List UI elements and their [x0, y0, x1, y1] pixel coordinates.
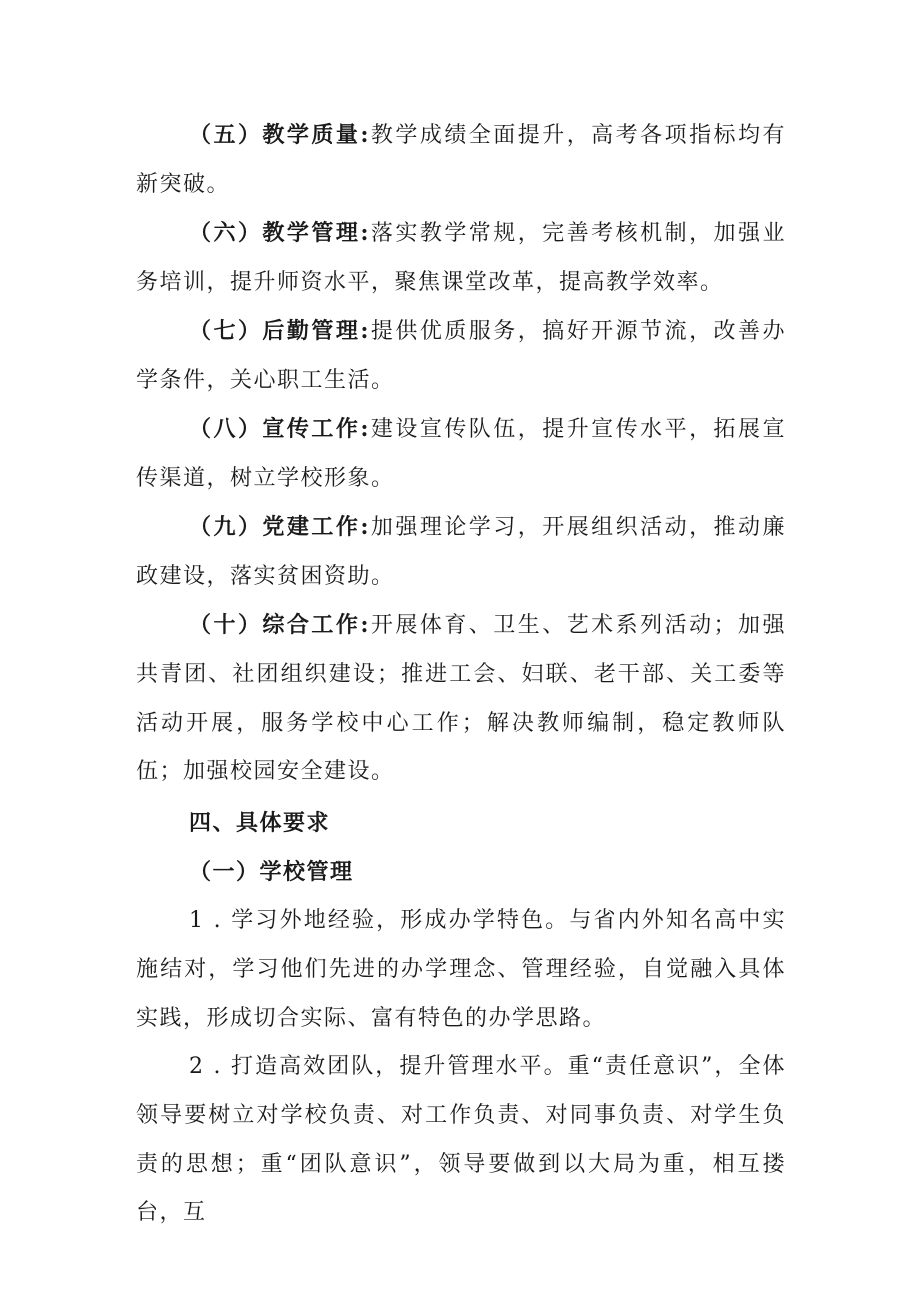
item-text: 建设宣传队伍，提升宣传水平，拓展宣传渠道，树立学校形象。 [136, 417, 786, 491]
item-text: 提供优质服务，搞好开源节流，改善办学条件，关心职工生活。 [136, 319, 786, 393]
item-label: （九）党建工作: [189, 514, 370, 540]
item-logistics-management [136, 307, 786, 406]
item-text: 教学成绩全面提升，高考各项指标均有新突破。 [136, 123, 786, 197]
section-heading: 四、具体要求 [189, 810, 331, 836]
item-text: 开展体育、卫生、艺术系列活动；加强共青团、社团组织建设；推进工会、妇联、老干部、关工委等活动开展，服务学校中心工作；解决教师编制，稳定教师队伍；加强校园安全建设。 [136, 613, 786, 785]
item-label: （五）教学质量: [189, 122, 370, 148]
paragraph-2: 2 . 打造高效团队，提升管理水平。重“责任意识”，全体领导要树立对学校负责、对工作负责、对同事负责、对学生负责的思想；重“团队意识”，领导要做到以大局为重，相互搂台，互 [136, 1054, 786, 1226]
item-party-building [136, 503, 786, 602]
item-label: （六）教学管理: [189, 220, 370, 246]
item-comprehensive-work [136, 601, 786, 797]
item-teaching-management [136, 209, 786, 308]
item-text: 加强理论学习，开展组织活动，推动廉政建设，落实贫困资助。 [136, 515, 786, 589]
item-publicity-work [136, 405, 786, 504]
subsection-heading: （一）学校管理 [189, 859, 354, 885]
item-label: （十）综合工作: [189, 612, 370, 638]
paragraph-1: 1 . 学习外地经验，形成办学特色。与省内外知名高中实施结对，学习他们先进的办学理念、管理经验，自觉融入具体实践，形成切合实际、富有特色的办学思路。 [136, 908, 786, 1031]
item-teaching-quality [136, 111, 786, 210]
item-text: 落实教学常规，完善考核机制，加强业务培训，提升师资水平，聚焦课堂改革，提高教学效率。 [136, 221, 786, 295]
item-label: （七）后勤管理: [189, 318, 370, 344]
item-label: （八）宣传工作: [189, 416, 370, 442]
